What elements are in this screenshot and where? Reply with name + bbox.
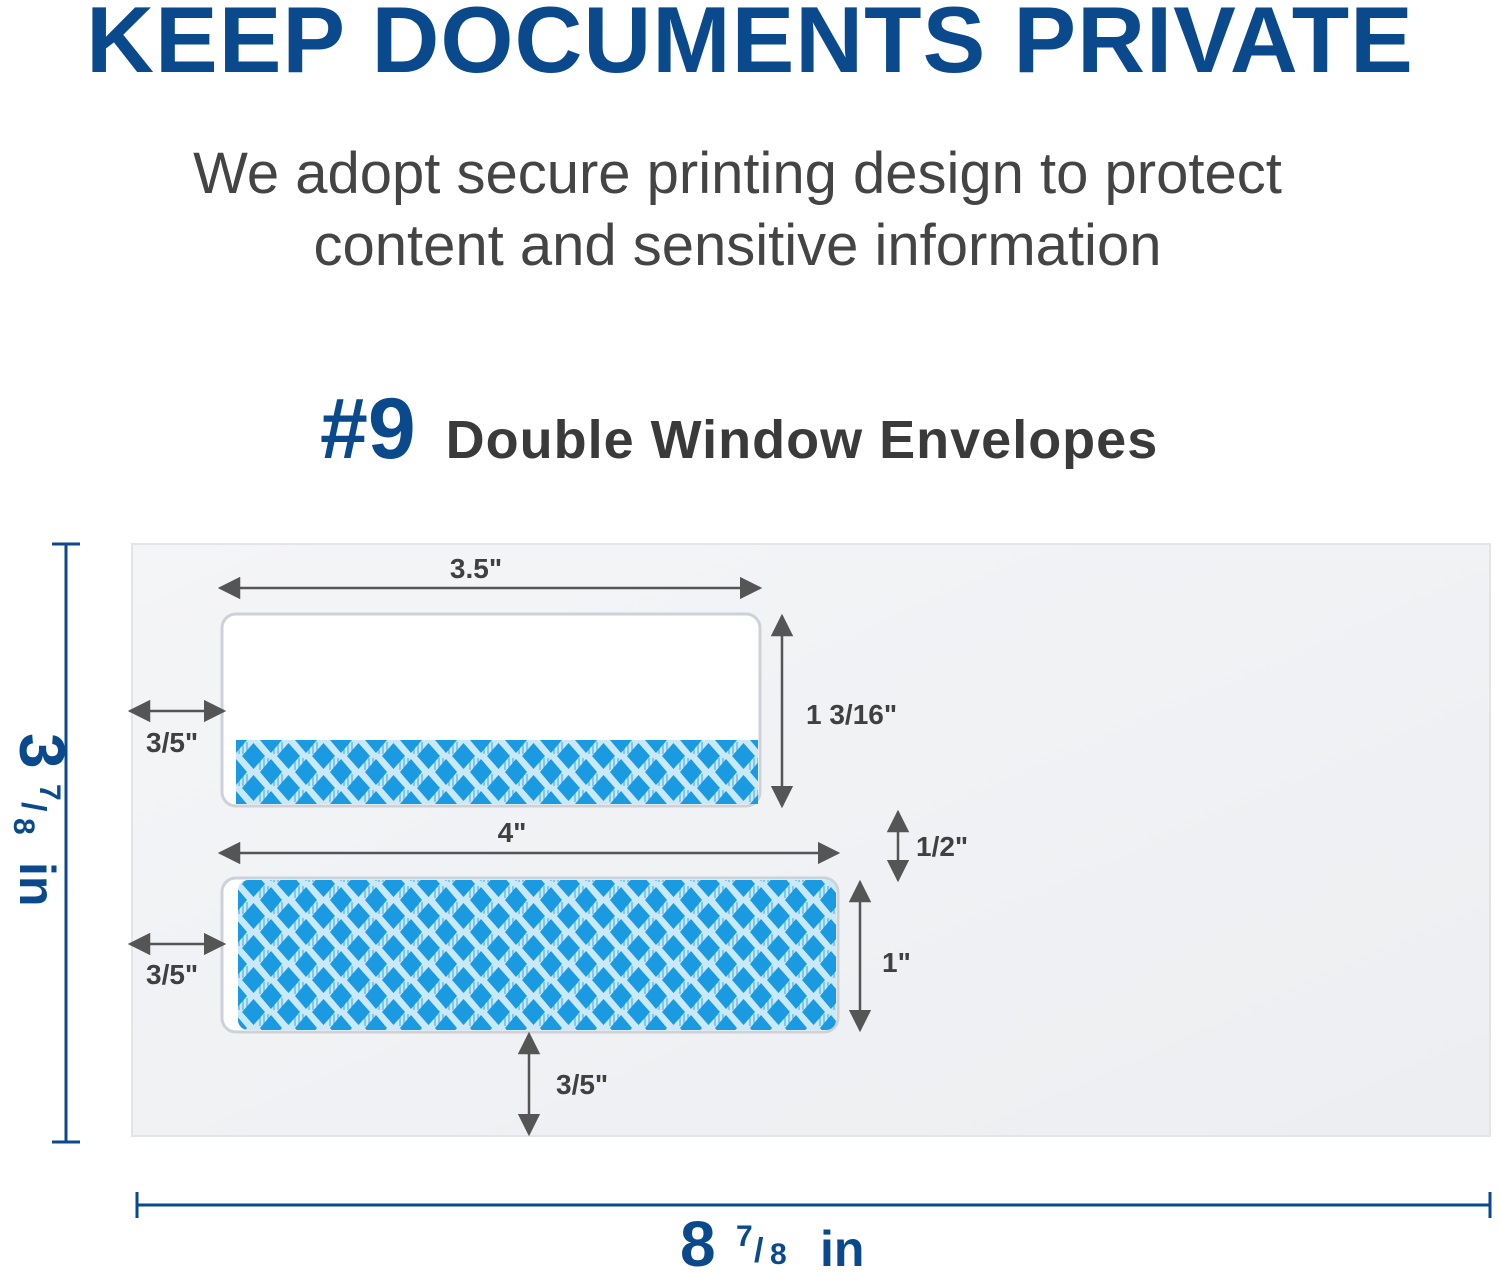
bottom-margin-label: 3/5": [556, 1069, 609, 1100]
headline: KEEP DOCUMENTS PRIVATE: [86, 0, 1414, 92]
top-window-width-label: 3.5": [449, 553, 503, 584]
top-window: [222, 614, 760, 806]
product-number: #9: [320, 381, 416, 477]
bottom-window-height-label: 1": [882, 947, 911, 978]
subtitle-line-1: We adopt secure printing design to protect: [193, 141, 1282, 206]
window-gap-label: 1/2": [916, 831, 969, 862]
subtitle-line-2: content and sensitive information: [313, 213, 1162, 278]
top-window-margin-label: 3/5": [146, 727, 199, 758]
bottom-window: [222, 878, 838, 1032]
height-whole: 3: [6, 733, 78, 769]
height-unit: in: [9, 862, 65, 907]
width-unit: in: [820, 1221, 865, 1272]
height-bracket: [52, 544, 80, 1142]
top-window-height-label: 1 3/16": [806, 699, 898, 730]
height-numerator: 7: [33, 784, 66, 801]
width-numerator: 7: [736, 1220, 753, 1253]
width-denominator: 8: [770, 1238, 787, 1271]
width-fraction-slash: /: [754, 1232, 764, 1270]
product-name: Double Window Envelopes: [445, 410, 1159, 470]
width-whole: 8: [680, 1208, 716, 1272]
height-fraction-slash: /: [14, 802, 52, 812]
height-denominator: 8: [7, 818, 40, 835]
bottom-window-margin-label: 3/5": [146, 959, 199, 990]
bottom-window-width-label: 4": [497, 817, 527, 848]
width-label: [680, 1208, 864, 1272]
width-bracket: [137, 1192, 1490, 1218]
